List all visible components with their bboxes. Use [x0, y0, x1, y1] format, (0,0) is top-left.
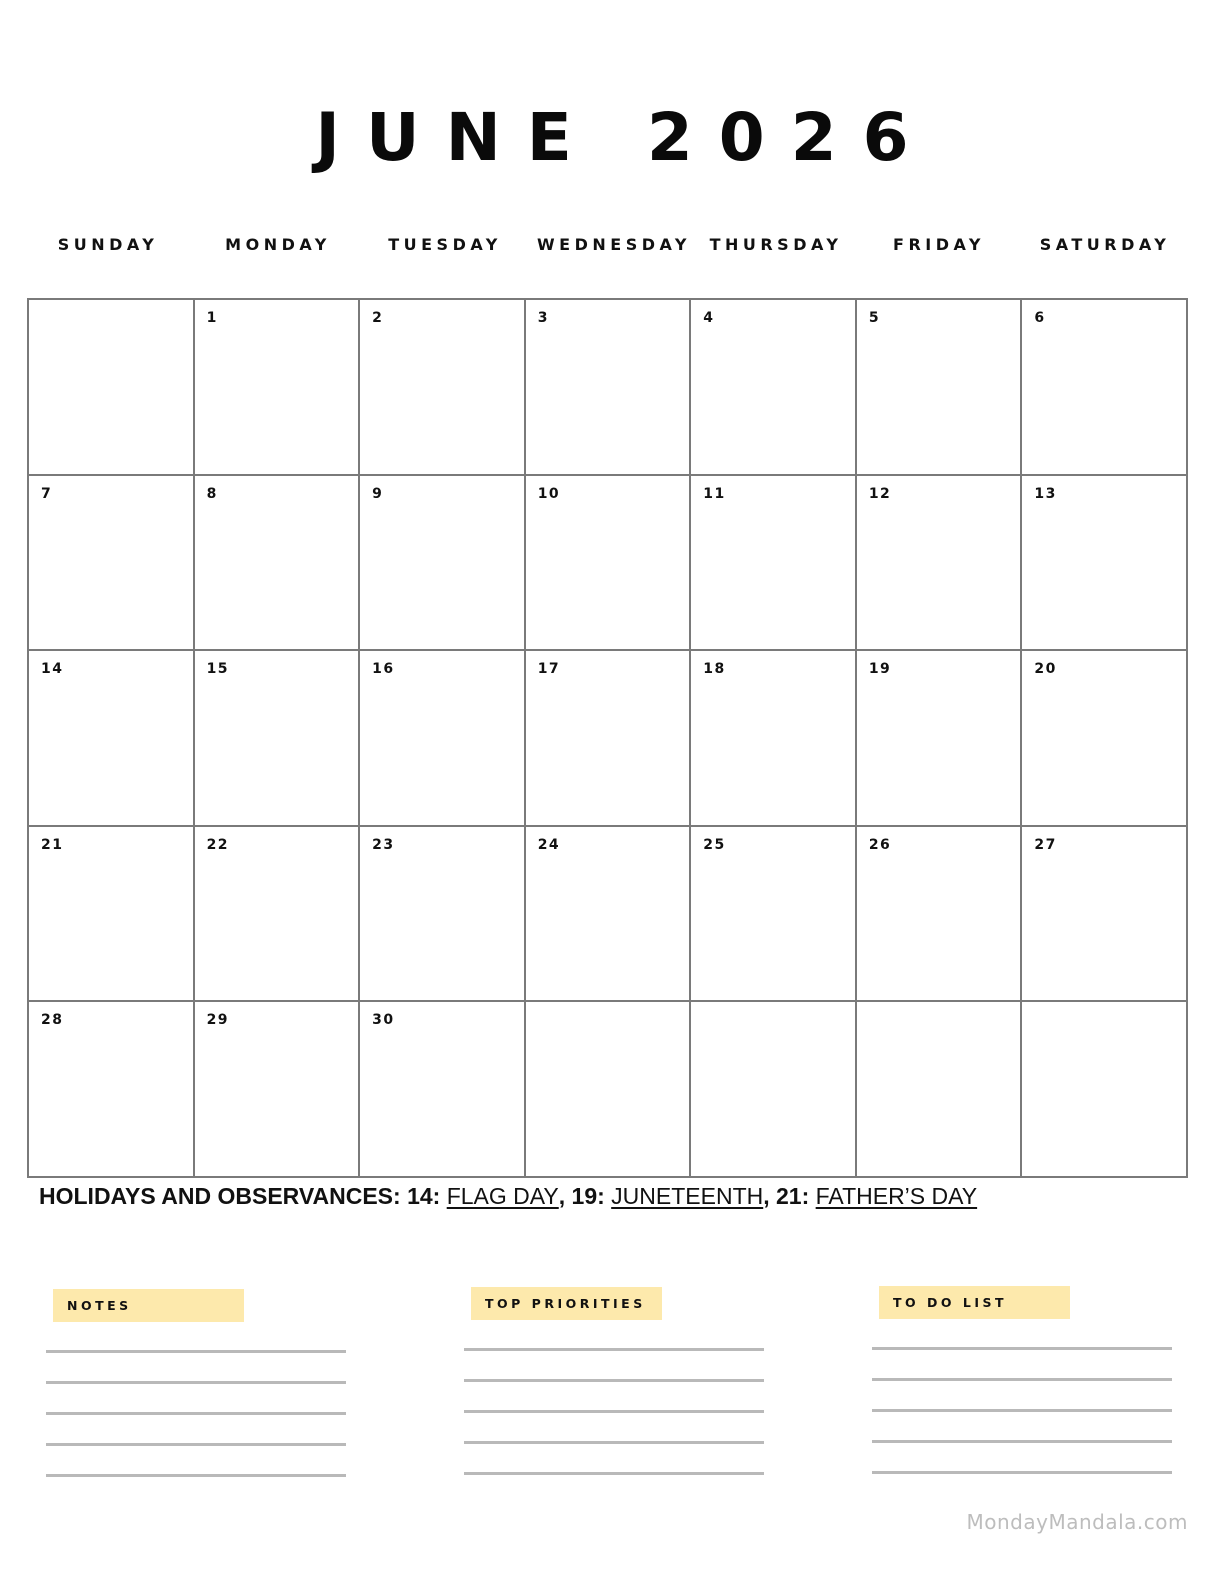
day-cell[interactable]: [28, 1001, 194, 1177]
day-cell[interactable]: [690, 1001, 856, 1177]
priorities-line[interactable]: [464, 1348, 764, 1351]
holiday-flag-day-link[interactable]: FLAG DAY: [446, 1183, 559, 1209]
priorities-line[interactable]: [464, 1441, 764, 1444]
day-cell[interactable]: [359, 826, 525, 1002]
weekday-sunday: SUNDAY: [57, 235, 159, 254]
notes-line[interactable]: [46, 1381, 346, 1384]
notes-label: NOTES: [53, 1289, 244, 1322]
day-number: 11: [703, 485, 726, 502]
day-cell[interactable]: [359, 299, 525, 475]
day-cell[interactable]: [525, 1001, 691, 1177]
day-number: 5: [868, 310, 881, 326]
day-number: 18: [703, 661, 726, 678]
day-cell[interactable]: [194, 299, 360, 475]
to-do-list-section: [872, 1286, 1174, 1486]
day-cell[interactable]: [690, 826, 856, 1002]
weekday-friday: FRIDAY: [893, 235, 985, 254]
day-number: 1: [206, 310, 218, 326]
todo-line[interactable]: [872, 1409, 1172, 1412]
day-number: 14: [41, 661, 64, 678]
day-number: 21: [41, 836, 64, 853]
day-cell[interactable]: [194, 475, 360, 651]
day-cell[interactable]: [28, 299, 194, 475]
holiday-fathers-day-link[interactable]: FATHER’S DAY: [815, 1183, 978, 1209]
day-cell[interactable]: [856, 299, 1022, 475]
day-number: 28: [41, 1012, 64, 1029]
day-number: 6: [1034, 310, 1046, 326]
week-row-4: [28, 826, 1187, 1002]
day-cell[interactable]: [525, 475, 691, 651]
day-number: 19: [868, 661, 892, 678]
holiday-juneteenth-link[interactable]: JUNETEENTH: [611, 1183, 764, 1209]
day-number: 8: [206, 485, 218, 502]
day-cell[interactable]: [525, 826, 691, 1002]
day-cell[interactable]: [28, 650, 194, 826]
day-cell[interactable]: [359, 1001, 525, 1177]
day-number: 12: [868, 485, 892, 502]
day-number: 30: [372, 1012, 395, 1029]
watermark: MondayMandala.com: [966, 1510, 1188, 1534]
week-row-1: [28, 299, 1187, 475]
day-cell[interactable]: [359, 475, 525, 651]
day-number: 20: [1034, 661, 1057, 678]
day-number: 17: [537, 661, 561, 678]
weekday-monday: MONDAY: [225, 235, 331, 254]
priorities-line[interactable]: [464, 1410, 764, 1413]
holiday-day: 21:: [776, 1183, 810, 1209]
calendar-title: JUNE 2026: [315, 99, 935, 176]
day-number: 10: [537, 485, 561, 502]
top-priorities-section: [464, 1287, 766, 1487]
notes-line[interactable]: [46, 1443, 346, 1446]
day-cell[interactable]: [856, 826, 1022, 1002]
day-cell[interactable]: [856, 1001, 1022, 1177]
day-number: 23: [372, 836, 395, 853]
day-cell[interactable]: [1021, 1001, 1187, 1177]
day-number: 13: [1034, 485, 1057, 502]
weekday-thursday: THURSDAY: [709, 235, 843, 254]
day-number: 7: [41, 485, 53, 502]
day-number: 22: [206, 836, 230, 853]
notes-line[interactable]: [46, 1474, 346, 1477]
to-do-list-label: TO DO LIST: [879, 1286, 1070, 1319]
day-cell[interactable]: [525, 299, 691, 475]
holiday-day: 19:: [571, 1183, 605, 1209]
day-number: 4: [703, 310, 715, 326]
holiday-separator: ,: [558, 1183, 566, 1209]
holidays-lead: HOLIDAYS AND OBSERVANCES:: [39, 1183, 401, 1209]
day-number: 2: [372, 310, 384, 326]
day-number: 24: [537, 836, 561, 853]
day-number: 25: [703, 836, 726, 853]
todo-line[interactable]: [872, 1378, 1172, 1381]
day-cell[interactable]: [690, 299, 856, 475]
priorities-line[interactable]: [464, 1379, 764, 1382]
calendar-grid: [27, 298, 1188, 1178]
holiday-separator: ,: [763, 1183, 770, 1209]
weekday-tuesday: TUESDAY: [388, 235, 502, 254]
day-cell[interactable]: [194, 650, 360, 826]
notes-line[interactable]: [46, 1350, 346, 1353]
week-row-5: [28, 1001, 1187, 1177]
day-number: 16: [372, 661, 395, 678]
day-cell[interactable]: [28, 826, 194, 1002]
holidays-line: [39, 1180, 1189, 1212]
top-priorities-label: TOP PRIORITIES: [471, 1287, 662, 1320]
day-cell[interactable]: [690, 650, 856, 826]
day-number: 27: [1034, 836, 1057, 853]
day-cell[interactable]: [856, 650, 1022, 826]
day-number: 26: [868, 836, 892, 853]
day-number: 15: [206, 661, 230, 678]
day-number: 9: [372, 485, 384, 502]
day-cell[interactable]: [525, 650, 691, 826]
day-cell[interactable]: [856, 475, 1022, 651]
day-cell[interactable]: [1021, 299, 1187, 475]
day-cell[interactable]: [1021, 650, 1187, 826]
day-number: 3: [537, 310, 549, 326]
week-row-3: [28, 650, 1187, 826]
todo-line[interactable]: [872, 1440, 1172, 1443]
todo-line[interactable]: [872, 1347, 1172, 1350]
notes-line[interactable]: [46, 1412, 346, 1415]
day-number: 29: [206, 1012, 230, 1029]
weekday-saturday: SATURDAY: [1039, 235, 1171, 254]
todo-line[interactable]: [872, 1471, 1172, 1474]
weekday-header-row: [28, 233, 1188, 257]
day-cell[interactable]: [28, 475, 194, 651]
day-cell[interactable]: [194, 826, 360, 1002]
notes-section: [46, 1289, 348, 1489]
weekday-wednesday: WEDNESDAY: [537, 235, 691, 254]
day-cell[interactable]: [1021, 826, 1187, 1002]
day-cell[interactable]: [194, 1001, 360, 1177]
day-cell[interactable]: [690, 475, 856, 651]
holiday-day: 14:: [407, 1183, 441, 1209]
week-row-2: [28, 475, 1187, 651]
priorities-line[interactable]: [464, 1472, 764, 1475]
day-cell[interactable]: [1021, 475, 1187, 651]
day-cell[interactable]: [359, 650, 525, 826]
